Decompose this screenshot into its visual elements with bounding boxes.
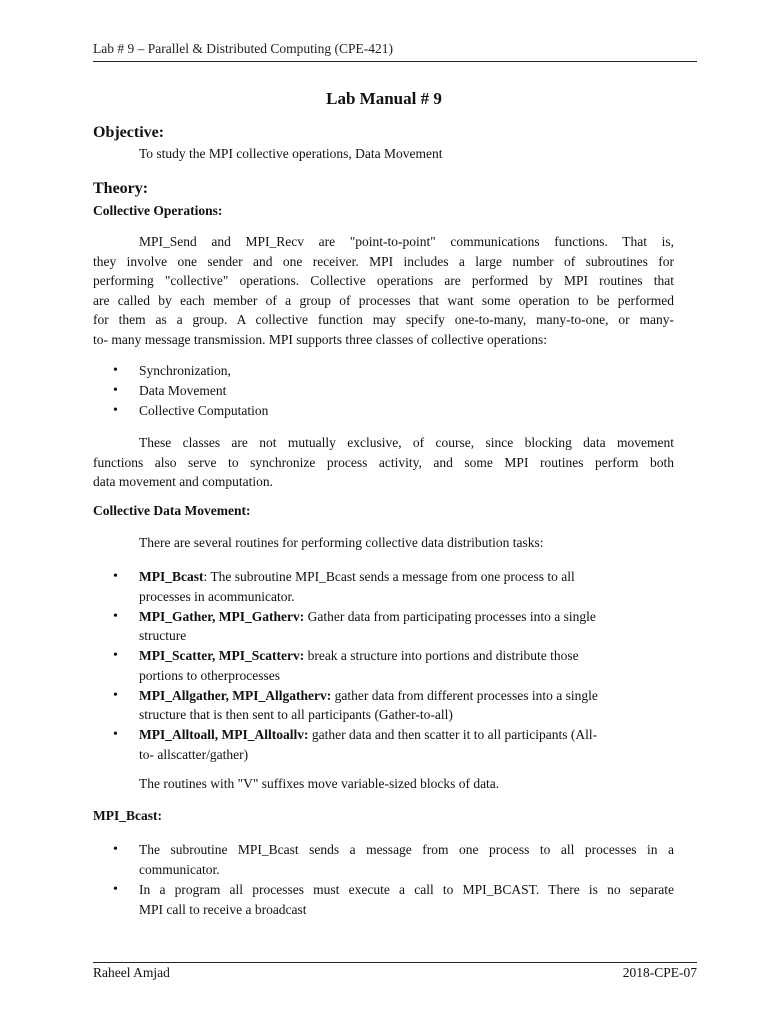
routine-name: MPI_Alltoall, MPI_Alltoallv:	[139, 727, 309, 742]
theory-heading: Theory:	[93, 180, 149, 197]
paragraph-line: they involve one sender and one receiver. MPI includes a large number of subroutines for	[93, 253, 674, 269]
paragraph-line: These classes are not mutually exclusive, of course, since blocking data movement	[139, 435, 674, 450]
paragraph-line: functions also serve to synchronize process activity, and some MPI routines perform both	[93, 454, 674, 470]
routine-name: MPI_Allgather, MPI_Allgatherv:	[139, 687, 332, 703]
list-item: • MPI_Scatter, MPI_Scatterv: break a structure into portions and distribute those portions to otherprocesses	[93, 646, 674, 685]
footer-rule	[93, 962, 697, 963]
list-item: • In a program all processes must execute a call to MPI_BCAST. There is no separate MPI call to receive a broadcast	[93, 880, 674, 920]
objective-text: To study the MPI collective operations, Data Movement	[139, 146, 443, 161]
page-title: Lab Manual # 9	[326, 89, 442, 108]
variable-size-note: The routines with "V" suffixes move variable-sized blocks of data.	[139, 776, 500, 791]
mpi-bcast-heading: MPI_Bcast:	[93, 808, 162, 823]
data-movement-intro: There are several routines for performing collective data distribution tasks:	[139, 535, 544, 550]
paragraph-line: data movement and computation.	[93, 474, 273, 489]
list-item: • The subroutine MPI_Bcast sends a message from one process to all processes in a communicator.	[93, 840, 674, 880]
data-movement-heading: Collective Data Movement:	[93, 503, 251, 518]
header-rule	[93, 61, 697, 62]
routine-name: MPI_Bcast	[139, 569, 204, 584]
list-item: • MPI_Bcast: The subroutine MPI_Bcast sends a message from one process to all processes in acommunicator.	[93, 567, 674, 606]
collective-operations-heading: Collective Operations:	[93, 203, 223, 218]
collective-classes-list	[93, 361, 674, 421]
paragraph-line: to- many message transmission. MPI supports three classes of collective operations:	[93, 331, 548, 347]
list-item: • Collective Computation	[93, 401, 674, 421]
list-item: • Data Movement	[93, 381, 674, 401]
paragraph-line: are called by each member of a group of processes that want some operation to be performed	[93, 292, 674, 308]
list-item: • Synchronization,	[93, 361, 674, 381]
footer-author: Raheel Amjad	[93, 965, 170, 980]
list-item: • MPI_Alltoall, MPI_Alltoallv: gather data and then scatter it to all participants (All- to- allscatter/gather)	[93, 725, 674, 764]
classes-paragraph	[93, 433, 674, 492]
routine-name: MPI_Scatter, MPI_Scatterv:	[139, 648, 305, 663]
page-header: Lab # 9 – Parallel & Distributed Computing (CPE-421)	[93, 41, 393, 56]
paragraph-line: MPI_Send and MPI_Recv are "point-to-point" communications functions. That is,	[139, 234, 674, 249]
bcast-list	[93, 840, 674, 920]
list-item: • MPI_Allgather, MPI_Allgatherv: gather data from different processes into a single structure that is then sent to all participants (Gather-to-all)	[93, 686, 674, 725]
routines-list	[93, 567, 674, 764]
collective-operations-paragraph	[93, 232, 674, 349]
paragraph-line: for them as a group. A collective function may specify one-to-many, many-to-one, or many-	[93, 312, 674, 327]
objective-heading: Objective:	[93, 124, 165, 141]
footer-roll-number: 2018-CPE-07	[622, 965, 697, 980]
paragraph-line: performing "collective" operations. Collective operations are performed by MPI routines that	[93, 273, 674, 288]
list-item: • MPI_Gather, MPI_Gatherv: Gather data from participating processes into a single structure	[93, 607, 674, 646]
routine-name: MPI_Gather, MPI_Gatherv:	[139, 608, 305, 624]
